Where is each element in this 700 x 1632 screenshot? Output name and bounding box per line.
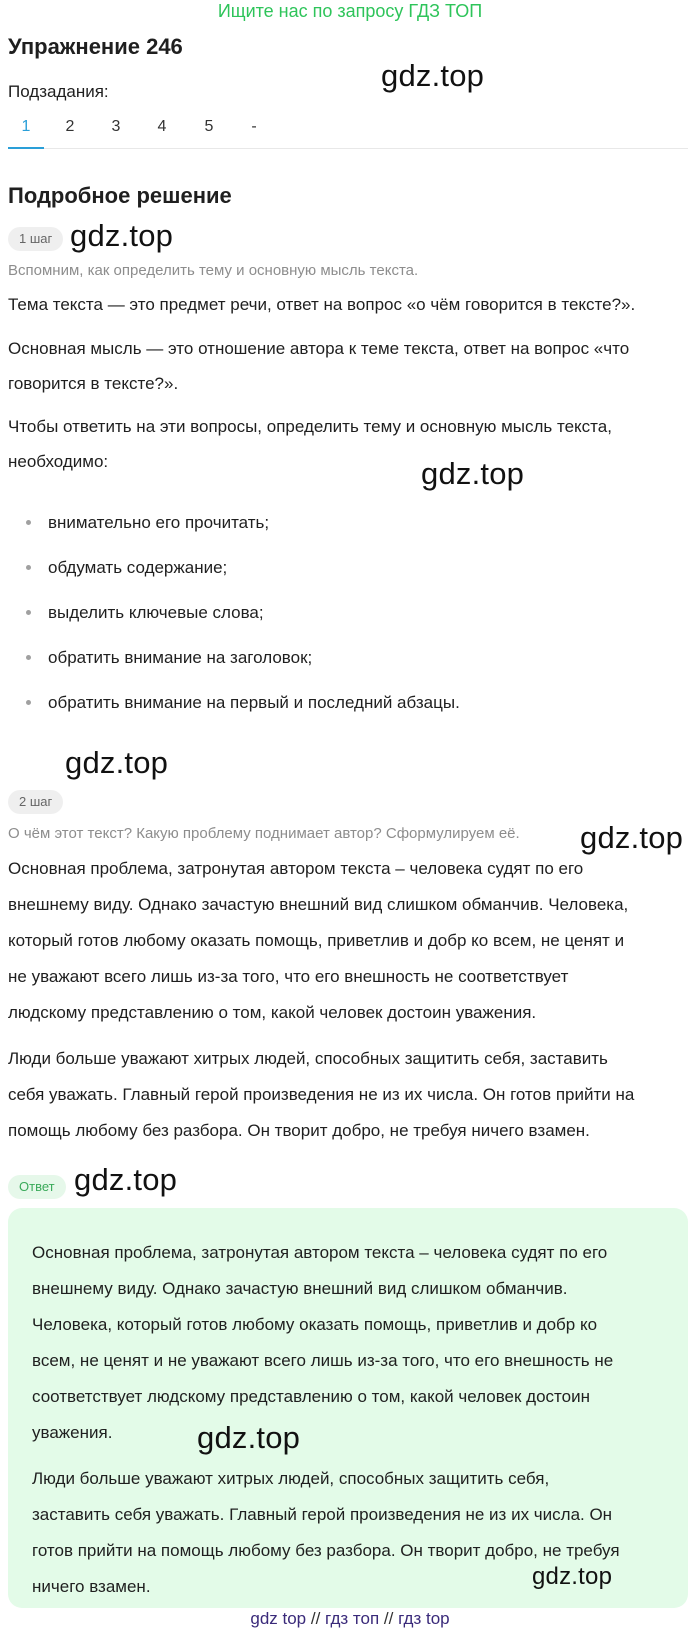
bullet-dot-icon [26, 655, 31, 660]
answer-p2-line-2: заставить себя уважать. Главный герой произведения не из их числа. Он [32, 1505, 613, 1524]
tab-dash[interactable]: - [251, 118, 257, 135]
answer-p1-line-1: Основная проблема, затронутая автором текста – человека судят по его [32, 1243, 608, 1262]
subtasks-tabs [8, 116, 688, 149]
watermark: gdz.top [197, 1420, 301, 1455]
list-item: выделить ключевые слова; [8, 602, 460, 647]
answer-p1-line-4: всем, не ценят и не уважают всего лишь из-за того, что его внешность не [32, 1351, 614, 1370]
page-title: Упражнение 246 [8, 34, 183, 59]
step-2-p2-line-3: помощь любому без разбора. Он творит добро, не требуя ничего взамен. [8, 1121, 590, 1140]
answer-p1-line-3: Человека, который готов любому оказать помощь, приветлив и добр ко [32, 1315, 598, 1334]
answer-badge: Ответ [8, 1175, 66, 1199]
watermark: gdz.top [65, 745, 169, 780]
step-2-p1-line-2: внешнему виду. Однако зачастую внешний вид слишком обманчив. Человека, [8, 895, 629, 914]
watermark: gdz.top [381, 58, 485, 93]
footer-link-gdz-top[interactable]: gdz top [250, 1609, 307, 1628]
watermark: gdz.top [74, 1162, 178, 1197]
answer-p2-line-1: Люди больше уважают хитрых людей, способных защитить себя, [32, 1469, 550, 1488]
step-2-p1-line-1: Основная проблема, затронутая автором текста – человека судят по его [8, 859, 584, 878]
step-1-paragraph-2-line-2: говорится в тексте?». [8, 374, 179, 393]
list-item: обратить внимание на заголовок; [8, 647, 460, 692]
watermark: gdz.top [580, 820, 684, 855]
bullet-dot-icon [26, 520, 31, 525]
list-item: обдумать содержание; [8, 557, 460, 602]
section-title: Подробное решение [8, 183, 232, 208]
step-1-paragraph-1: Тема текста — это предмет речи, ответ на вопрос «о чём говорится в тексте?». [8, 295, 636, 314]
promo-banner: Ищите нас по запросу ГДЗ ТОП [217, 1, 483, 21]
tab-4[interactable]: 4 [157, 118, 167, 135]
step-1-paragraph-3-line-1: Чтобы ответить на эти вопросы, определить тему и основную мысль текста, [8, 417, 612, 436]
bullet-dot-icon [26, 565, 31, 570]
footer-link-gdz-top-ru[interactable]: гдз топ [325, 1609, 380, 1628]
step-2-p1-line-4: не уважают всего лишь из-за того, что его внешность не соответствует [8, 967, 569, 986]
bullet-dot-icon [26, 700, 31, 705]
list-item: внимательно его прочитать; [8, 512, 460, 557]
tab-1[interactable]: 1 [8, 116, 44, 149]
step-2-p1-line-3: который готов любому оказать помощь, приветлив и добр ко всем, не ценят и [8, 931, 625, 950]
watermark: gdz.top [70, 218, 174, 253]
tab-3[interactable]: 3 [111, 118, 121, 135]
footer-separator: // [310, 1609, 321, 1628]
step-1-badge: 1 шаг [8, 227, 63, 251]
tab-2[interactable]: 2 [65, 118, 75, 135]
step-1-paragraph-2-line-1: Основная мысль — это отношение автора к теме текста, ответ на вопрос «что [8, 339, 630, 358]
step-2-p1-line-5: людскому представлению о том, какой человек достоин уважения. [8, 1003, 537, 1022]
answer-p1-line-5: соответствует людскому представлению о том, какой человек достоин [32, 1387, 590, 1406]
step-2-hint: О чём этот текст? Какую проблему поднимает автор? Сформулируем её. [8, 825, 520, 842]
answer-p1-line-2: внешнему виду. Однако зачастую внешний вид слишком обманчив. [32, 1279, 568, 1298]
watermark: gdz.top [421, 456, 525, 491]
step-1-hint: Вспомним, как определить тему и основную мысль текста. [8, 262, 419, 279]
subtasks-label: Подзадания: [8, 82, 109, 101]
bullet-dot-icon [26, 610, 31, 615]
step-1-bullet-list [8, 512, 460, 737]
step-2-p2-line-2: себя уважать. Главный герой произведения не из их числа. Он готов прийти на [8, 1085, 635, 1104]
answer-p2-line-4: ничего взамен. [32, 1577, 151, 1596]
tab-5[interactable]: 5 [204, 118, 214, 135]
step-2-badge: 2 шаг [8, 790, 63, 814]
answer-p2-line-3: готов прийти на помощь любому без разбора. Он творит добро, не требуя [32, 1541, 620, 1560]
list-item: обратить внимание на первый и последний абзацы. [8, 692, 460, 737]
step-2-p2-line-1: Люди больше уважают хитрых людей, способных защитить себя, заставить [8, 1049, 608, 1068]
answer-p1-line-6: уважения. [32, 1423, 113, 1442]
watermark: gdz.top [532, 1563, 613, 1590]
step-1-paragraph-3-line-2: необходимо: [8, 452, 109, 471]
footer-link-gdz-top-mixed[interactable]: гдз top [398, 1609, 450, 1628]
footer-links [0, 1609, 700, 1629]
footer-separator: // [383, 1609, 394, 1628]
